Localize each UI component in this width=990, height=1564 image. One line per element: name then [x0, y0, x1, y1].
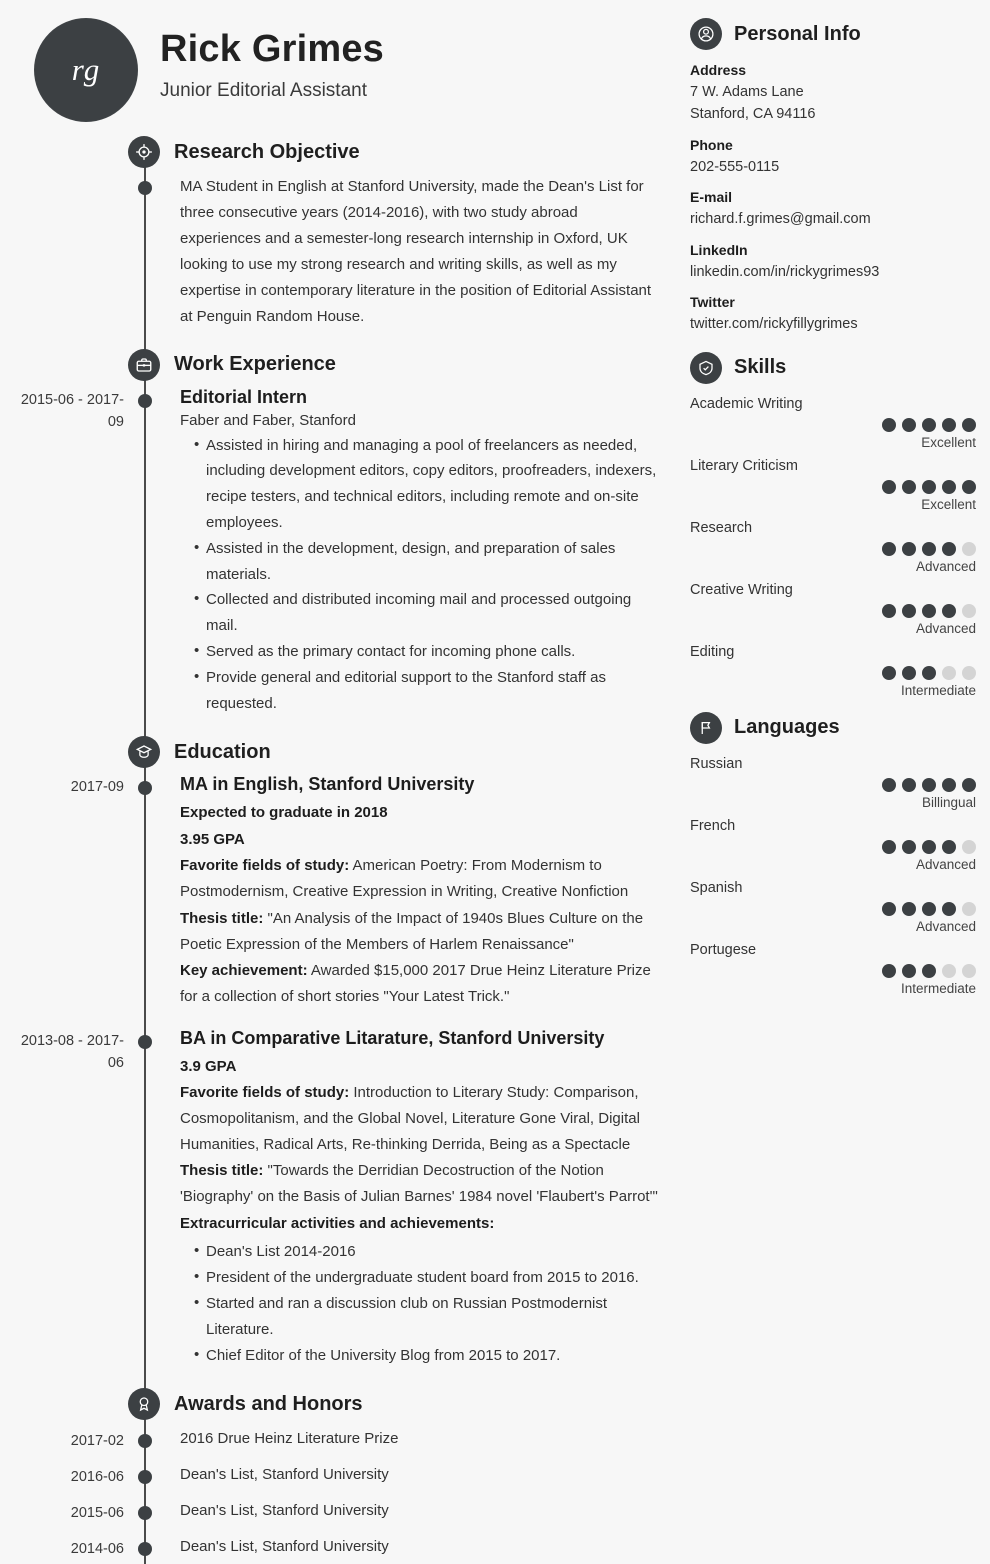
field-address	[690, 62, 976, 126]
sidebar-heading	[690, 712, 976, 744]
education-date: 2013-08 - 2017-06	[20, 1032, 124, 1072]
language-name: Spanish	[690, 879, 743, 896]
avatar: rg	[34, 18, 138, 122]
gpa: 3.9 GPA	[180, 1057, 237, 1075]
section-title: Research Objective	[174, 140, 360, 163]
section-awards-and-honors	[20, 1388, 660, 1564]
job-company: Faber and Faber, Stanford	[180, 411, 356, 429]
award-date: 2015-06	[70, 1505, 124, 1522]
field-email	[690, 189, 976, 230]
list-item: • Dean's List 2014-2016	[194, 1239, 660, 1265]
sidebar-title: Personal Info	[734, 22, 861, 45]
timeline	[20, 136, 660, 1564]
work-entry	[20, 387, 660, 717]
award-text: Dean's List, Stanford University	[180, 1502, 389, 1520]
award-row	[20, 1502, 660, 1528]
language-name: French	[690, 817, 736, 834]
key-achievement-value: Awarded $15,000 2017 Drue Heinz Literature Prize for a collection of short stories "Your Latest Trick."	[180, 961, 651, 1005]
field-label: Twitter	[690, 294, 735, 311]
timeline-dot	[138, 1035, 152, 1049]
language-row	[690, 942, 976, 996]
favorite-fields	[180, 1080, 660, 1158]
list-item: • President of the undergraduate student board from 2015 to 2016.	[194, 1265, 660, 1291]
language-level: Advanced	[915, 856, 976, 872]
language-row	[690, 818, 976, 872]
section-heading	[20, 136, 660, 168]
skill-level: Intermediate	[900, 682, 976, 698]
language-name: Portugese	[690, 941, 757, 958]
skill-level: Excellent	[921, 434, 976, 450]
key-achievement-label: Key achievement:	[180, 961, 308, 979]
skill-name: Literary Criticism	[690, 457, 798, 474]
skill-row	[690, 644, 976, 698]
objective-entry	[20, 174, 660, 331]
thesis-value: "Towards the Derridian Decostruction of the Notion 'Biography' on the Basis of Julian Barnes' 1984 novel 'Flaubert's Parrot'"	[180, 1162, 658, 1206]
education-entry-ma	[20, 774, 660, 1010]
award-date: 2016-06	[70, 1469, 124, 1486]
language-level: Billingual	[921, 794, 976, 810]
job-title: Junior Editorial Assistant	[160, 79, 367, 101]
sidebar-title: Languages	[734, 716, 840, 739]
thesis-label: Thesis title:	[180, 1162, 264, 1180]
briefcase-icon	[128, 349, 160, 381]
skill-name: Editing	[690, 643, 735, 660]
section-work-experience	[20, 349, 660, 717]
skill-rating-dots	[690, 666, 976, 680]
timeline-dot	[138, 1542, 152, 1556]
field-value: 7 W. Adams Lane	[690, 84, 804, 100]
work-date: 2015-06 - 2017-09	[20, 391, 124, 431]
list-item: • Assisted in the development, design, and preparation of sales materials.	[194, 536, 660, 588]
award-text: 2016 Drue Heinz Literature Prize	[180, 1430, 399, 1448]
sidebar-heading	[690, 352, 976, 384]
language-row	[690, 756, 976, 810]
favorite-fields	[180, 853, 660, 905]
award-date: 2014-06	[70, 1541, 124, 1558]
skills-badge-icon	[690, 352, 722, 384]
extracurricular-label: Extracurricular activities and achievements:	[180, 1215, 495, 1233]
skill-name: Creative Writing	[690, 581, 793, 598]
section-personal-info	[690, 18, 976, 336]
key-achievement	[180, 958, 660, 1010]
award-row	[20, 1538, 660, 1564]
language-rating-dots	[690, 840, 976, 854]
award-row	[20, 1430, 660, 1456]
skill-rating-dots	[690, 604, 976, 618]
award-text: Dean's List, Stanford University	[180, 1466, 389, 1484]
field-value[interactable]: linkedin.com/in/rickygrimes93	[690, 263, 880, 280]
name-block	[160, 18, 384, 102]
field-phone	[690, 137, 976, 178]
language-level: Advanced	[915, 918, 976, 934]
page-title: Rick Grimes	[160, 28, 384, 70]
thesis	[180, 906, 660, 958]
extracurricular-list	[180, 1239, 660, 1368]
skill-level: Excellent	[921, 496, 976, 512]
timeline-dot	[138, 394, 152, 408]
flag-icon	[690, 712, 722, 744]
thesis-value: "An Analysis of the Impact of 1940s Blues Culture on the Poetic Expression of the Members of Harlem Renaissance"	[180, 909, 644, 953]
section-title: Awards and Honors	[174, 1392, 363, 1415]
field-label: LinkedIn	[690, 241, 748, 258]
section-heading	[20, 736, 660, 768]
skill-rating-dots	[690, 480, 976, 494]
language-rating-dots	[690, 964, 976, 978]
language-rating-dots	[690, 778, 976, 792]
list-item: • Assisted in hiring and managing a pool of freelancers as needed, including development editors, copy editors, proofreaders, indexers, recipe testers, and technical editors, including remote and on-site employees.	[194, 433, 660, 536]
person-icon	[690, 18, 722, 50]
language-name: Russian	[690, 755, 743, 772]
award-date: 2017-02	[70, 1433, 124, 1450]
list-item: • Provide general and editorial support to the Stanford staff as requested.	[194, 665, 660, 717]
thesis	[180, 1158, 660, 1210]
field-value[interactable]: richard.f.grimes@gmail.com	[690, 211, 871, 228]
language-rating-dots	[690, 902, 976, 916]
timeline-dot	[138, 1470, 152, 1484]
target-icon	[128, 136, 160, 168]
field-value: Stanford, CA 94116	[690, 106, 816, 123]
objective-text: MA Student in English at Stanford University, made the Dean's List for three consecutive years (2014-2016), with two study abroad experiences and a semester-long research internship in Oxford, UK looking to use my strong research and writing skills, as well as my expertise in contemporary literature in the position of Editorial Assistant at Penguin Random House.	[180, 178, 652, 326]
award-ribbon-icon	[128, 1388, 160, 1420]
education-entry-ba	[20, 1028, 660, 1368]
field-linkedin	[690, 242, 976, 283]
section-languages	[690, 712, 976, 996]
section-research-objective	[20, 136, 660, 331]
resume-sidebar	[690, 18, 976, 1004]
skill-level: Advanced	[915, 620, 976, 636]
resume-header	[20, 18, 660, 122]
timeline-dot	[138, 1506, 152, 1520]
graduation-note: Expected to graduate in 2018	[180, 804, 388, 822]
skill-rating-dots	[690, 542, 976, 556]
education-date: 2017-09	[70, 779, 124, 796]
graduation-cap-icon	[128, 736, 160, 768]
field-label: Address	[690, 62, 747, 78]
favorite-fields-label: Favorite fields of study:	[180, 1083, 350, 1101]
skill-row	[690, 582, 976, 636]
favorite-fields-label: Favorite fields of study:	[180, 857, 350, 875]
field-value: 202-555-0115	[690, 158, 780, 175]
section-heading	[20, 349, 660, 381]
field-twitter	[690, 294, 976, 335]
language-level: Intermediate	[900, 980, 976, 996]
favorite-fields-value: Introduction to Literary Study: Comparison, Cosmopolitanism, and the Global Novel, Literature Gone Viral, Digital Humanities, Radical Arts, Re-thinking Derrida, Being as a Spectacle	[180, 1083, 640, 1154]
award-row	[20, 1466, 660, 1492]
section-title: Education	[174, 740, 271, 763]
timeline-dot	[138, 1434, 152, 1448]
skill-row	[690, 458, 976, 512]
skill-name: Academic Writing	[690, 395, 803, 412]
field-label: Phone	[690, 136, 733, 153]
sidebar-title: Skills	[734, 356, 787, 379]
field-value[interactable]: twitter.com/rickyfillygrimes	[690, 316, 858, 333]
list-item: • Collected and distributed incoming mail and processed outgoing mail.	[194, 587, 660, 639]
list-item: • Served as the primary contact for incoming phone calls.	[194, 639, 660, 665]
skill-name: Research	[690, 519, 753, 536]
favorite-fields-value: American Poetry: From Modernism to Postmodernism, Creative Expression in Writing, Creative Nonfiction	[180, 857, 629, 901]
skill-level: Advanced	[915, 558, 976, 574]
section-heading	[20, 1388, 660, 1420]
thesis-label: Thesis title:	[180, 909, 264, 927]
job-title-editorial-intern: Editorial Intern	[180, 386, 308, 407]
section-skills	[690, 352, 976, 698]
field-label: E-mail	[690, 189, 733, 206]
list-item: • Chief Editor of the University Blog from 2015 to 2017.	[194, 1343, 660, 1369]
sidebar-heading	[690, 18, 976, 50]
language-row	[690, 880, 976, 934]
degree-title: BA in Comparative Litarature, Stanford University	[180, 1027, 605, 1048]
section-title: Work Experience	[174, 353, 336, 376]
section-education	[20, 736, 660, 1368]
timeline-dot	[138, 781, 152, 795]
skill-rating-dots	[690, 418, 976, 432]
degree-title: MA in English, Stanford University	[180, 774, 475, 795]
timeline-dot	[138, 181, 152, 195]
job-bullet-list	[180, 433, 660, 717]
list-item: • Started and ran a discussion club on Russian Postmodernist Literature.	[194, 1291, 660, 1343]
skill-row	[690, 520, 976, 574]
award-text: Dean's List, Stanford University	[180, 1538, 389, 1556]
gpa: 3.95 GPA	[180, 831, 245, 849]
skill-row	[690, 396, 976, 450]
